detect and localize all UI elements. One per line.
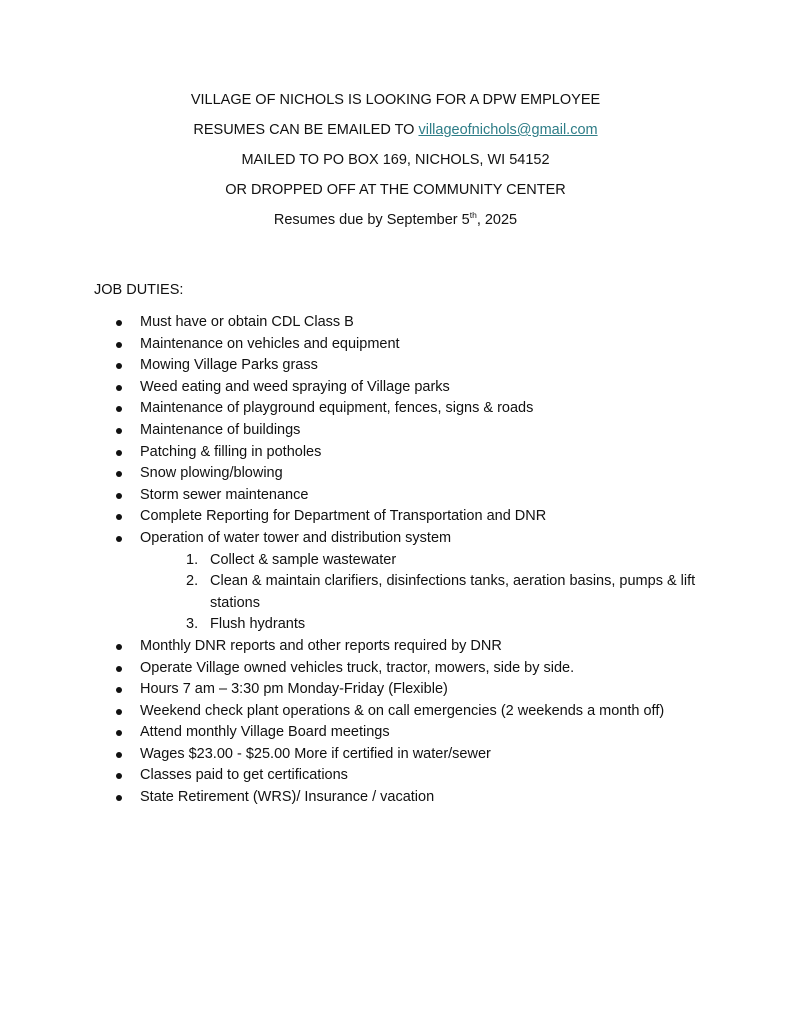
bullet-icon — [116, 428, 122, 434]
bullet-icon — [116, 644, 122, 650]
bullet-icon — [116, 536, 122, 542]
list-item-text: Mowing Village Parks grass — [140, 357, 318, 374]
bullet-icon — [116, 773, 122, 779]
sublist-item-text: Clean & maintain clarifiers, disinfections tanks, aeration basins, pumps & lift stations — [210, 573, 696, 611]
list-item-text: Storm sewer maintenance — [140, 486, 309, 503]
list-item — [113, 377, 713, 399]
due-date-prefix: Resumes due by September 5 — [273, 212, 470, 228]
list-item-text: Complete Reporting for Department of Transportation and DNR — [140, 508, 547, 525]
sublist-number: 1. — [186, 551, 199, 568]
bullet-icon — [116, 363, 122, 369]
bullet-icon — [116, 342, 122, 348]
dropoff-instruction: OR DROPPED OFF AT THE COMMUNITY CENTER — [225, 182, 566, 198]
list-item — [113, 765, 713, 787]
sublist-item-text: Collect & sample wastewater — [210, 551, 397, 568]
email-link[interactable]: villageofnichols@gmail.com — [418, 122, 598, 138]
bullet-icon — [116, 709, 122, 715]
resume-due-date — [0, 212, 791, 228]
list-item — [113, 334, 713, 356]
list-item-text: State Retirement (WRS)/ Insurance / vacation — [140, 789, 435, 806]
list-item-text: Weekend check plant operations & on call emergencies (2 weekends a month off) — [140, 702, 665, 719]
mail-instruction: MAILED TO PO BOX 169, NICHOLS, WI 54152 — [241, 152, 550, 168]
list-item — [113, 506, 713, 528]
list-item-text: Patching & filling in potholes — [140, 443, 322, 460]
list-item — [113, 701, 713, 723]
email-instruction — [0, 122, 791, 138]
bullet-icon — [116, 730, 122, 736]
list-item-text: Weed eating and weed spraying of Village parks — [140, 378, 450, 395]
due-date-ordinal: th — [469, 210, 477, 221]
list-item-text: Operation of water tower and distribution system — [140, 529, 452, 546]
bullet-icon — [116, 752, 122, 758]
list-item-text: Wages $23.00 - $25.00 More if certified in water/sewer — [140, 745, 491, 762]
list-item — [113, 420, 713, 442]
bullet-icon — [116, 320, 122, 326]
list-item — [113, 312, 713, 334]
sublist-item — [183, 550, 696, 572]
bullet-icon — [116, 406, 122, 412]
posting-header — [0, 92, 791, 242]
bullet-icon — [116, 514, 122, 520]
list-item — [113, 787, 713, 809]
list-item — [113, 658, 713, 680]
bullet-icon — [116, 493, 122, 499]
list-item-text: Attend monthly Village Board meetings — [140, 724, 390, 741]
list-item — [113, 528, 713, 636]
due-date-year: , 2025 — [476, 212, 518, 228]
bullet-icon — [116, 471, 122, 477]
list-item — [113, 744, 713, 766]
email-instruction-prefix: RESUMES CAN BE EMAILED TO — [193, 122, 419, 138]
job-duties-heading: JOB DUTIES: — [94, 282, 184, 298]
bullet-icon — [116, 666, 122, 672]
sublist-item — [183, 614, 696, 636]
bullet-icon — [116, 687, 122, 693]
list-item-text: Must have or obtain CDL Class B — [140, 314, 354, 330]
list-item — [113, 463, 713, 485]
list-item — [113, 355, 713, 377]
list-item-text: Maintenance of playground equipment, fences, signs & roads — [140, 400, 534, 417]
list-item-text: Classes paid to get certifications — [140, 767, 348, 784]
list-item — [113, 398, 713, 420]
sublist-item-text: Flush hydrants — [210, 616, 306, 633]
bullet-icon — [116, 795, 122, 801]
list-item — [113, 722, 713, 744]
bullet-icon — [116, 450, 122, 456]
list-item-text: Snow plowing/blowing — [140, 465, 283, 482]
list-item — [113, 679, 713, 701]
bullet-icon — [116, 385, 122, 391]
list-item-text: Monthly DNR reports and other reports required by DNR — [140, 637, 502, 654]
list-item-text: Operate Village owned vehicles truck, tractor, mowers, side by side. — [140, 659, 575, 676]
sublist-item — [183, 571, 696, 614]
sublist-number: 2. — [186, 573, 199, 590]
list-item-text: Maintenance of buildings — [140, 421, 301, 438]
list-item — [113, 636, 713, 658]
posting-title: VILLAGE OF NICHOLS IS LOOKING FOR A DPW EMPLOYEE — [190, 92, 601, 108]
list-item — [113, 485, 713, 507]
sublist-number: 3. — [186, 616, 199, 633]
job-duties-list — [113, 312, 713, 809]
list-item — [113, 442, 713, 464]
list-item-text: Maintenance on vehicles and equipment — [140, 335, 400, 352]
water-operations-sublist — [140, 550, 696, 636]
list-item-text: Hours 7 am – 3:30 pm Monday-Friday (Flexible) — [140, 681, 448, 698]
